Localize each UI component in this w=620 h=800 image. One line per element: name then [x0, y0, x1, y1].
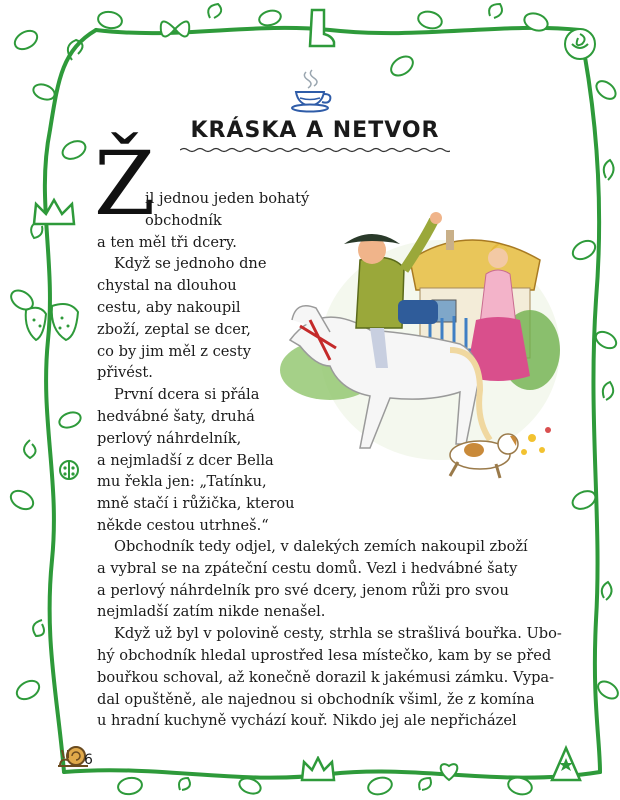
- text-line: a perlový náhrdelník pro své dcery, jenom růži pro svou: [97, 581, 509, 599]
- text-line: cestu, aby nakoupil: [97, 298, 241, 316]
- text-line: zboží, zeptal se dcer,: [97, 320, 251, 338]
- text-line: hedvábné šaty, druhá: [97, 407, 255, 425]
- drop-cap: Ž: [94, 132, 156, 235]
- text-line: Když už byl v polovině cesty, strhla se strašlivá bouřka. Ubo-: [114, 625, 562, 643]
- strawberry-icon: [20, 296, 86, 344]
- text-line: mně stačí i růžička, kterou: [97, 495, 295, 513]
- rose-icon: [558, 24, 602, 64]
- fairy-hat-icon: [548, 744, 584, 784]
- crown-icon: [30, 196, 78, 228]
- text-line: perlový náhrdelník,: [97, 429, 242, 447]
- boot-icon: [306, 8, 336, 48]
- text-line: Když se jednoho dne: [114, 255, 267, 273]
- text-line: obchodník: [145, 211, 222, 229]
- text-line: chystal na dlouhou: [97, 277, 237, 295]
- text-line: dal opuštěně, ale najednou si obchodník všiml, že z komína: [97, 690, 535, 708]
- story-illustration: [270, 200, 560, 500]
- story-text-full: [97, 536, 562, 732]
- teacup-icon: [290, 68, 334, 114]
- story-title: KRÁSKA A NETVOR: [190, 118, 440, 143]
- text-line: bouřkou schoval, až konečně dorazil k jakémusi zámku. Vypa-: [97, 668, 555, 686]
- text-line: a nejmladší z dcer Bella: [97, 451, 274, 469]
- text-line: někde cestou utrhneš.“: [97, 516, 269, 534]
- text-line: a vybral se na zpáteční cestu domů. Vezl i hedvábné šaty: [97, 559, 518, 577]
- text-line: a ten měl tři dcery.: [97, 233, 237, 251]
- ladybug-icon: [56, 456, 82, 482]
- page-number: 6: [84, 752, 93, 768]
- title-underline: [180, 146, 450, 154]
- crown-icon-bottom: [298, 756, 338, 784]
- text-line: hý obchodník hledal uprostřed lesa místečko, kam by se před: [97, 646, 552, 664]
- heart-icon: [436, 760, 462, 782]
- text-line: Obchodník tedy odjel, v dalekých zemích nakoupil zboží: [114, 538, 528, 555]
- text-line: mu řekla jen: „Tatínku,: [97, 473, 267, 491]
- text-line: u hradní kuchyně vychází kouř. Nikdo jej ale nepřicházel: [97, 712, 517, 730]
- text-line: nejmladší zatím nikde nenašel.: [97, 603, 326, 621]
- text-line: co by jim měl z cesty: [97, 342, 252, 360]
- text-line: První dcera si přála: [114, 386, 260, 404]
- butterfly-icon: [158, 14, 192, 44]
- text-line: il jednou jeden bohatý: [145, 190, 310, 207]
- text-line: přivést.: [97, 364, 153, 382]
